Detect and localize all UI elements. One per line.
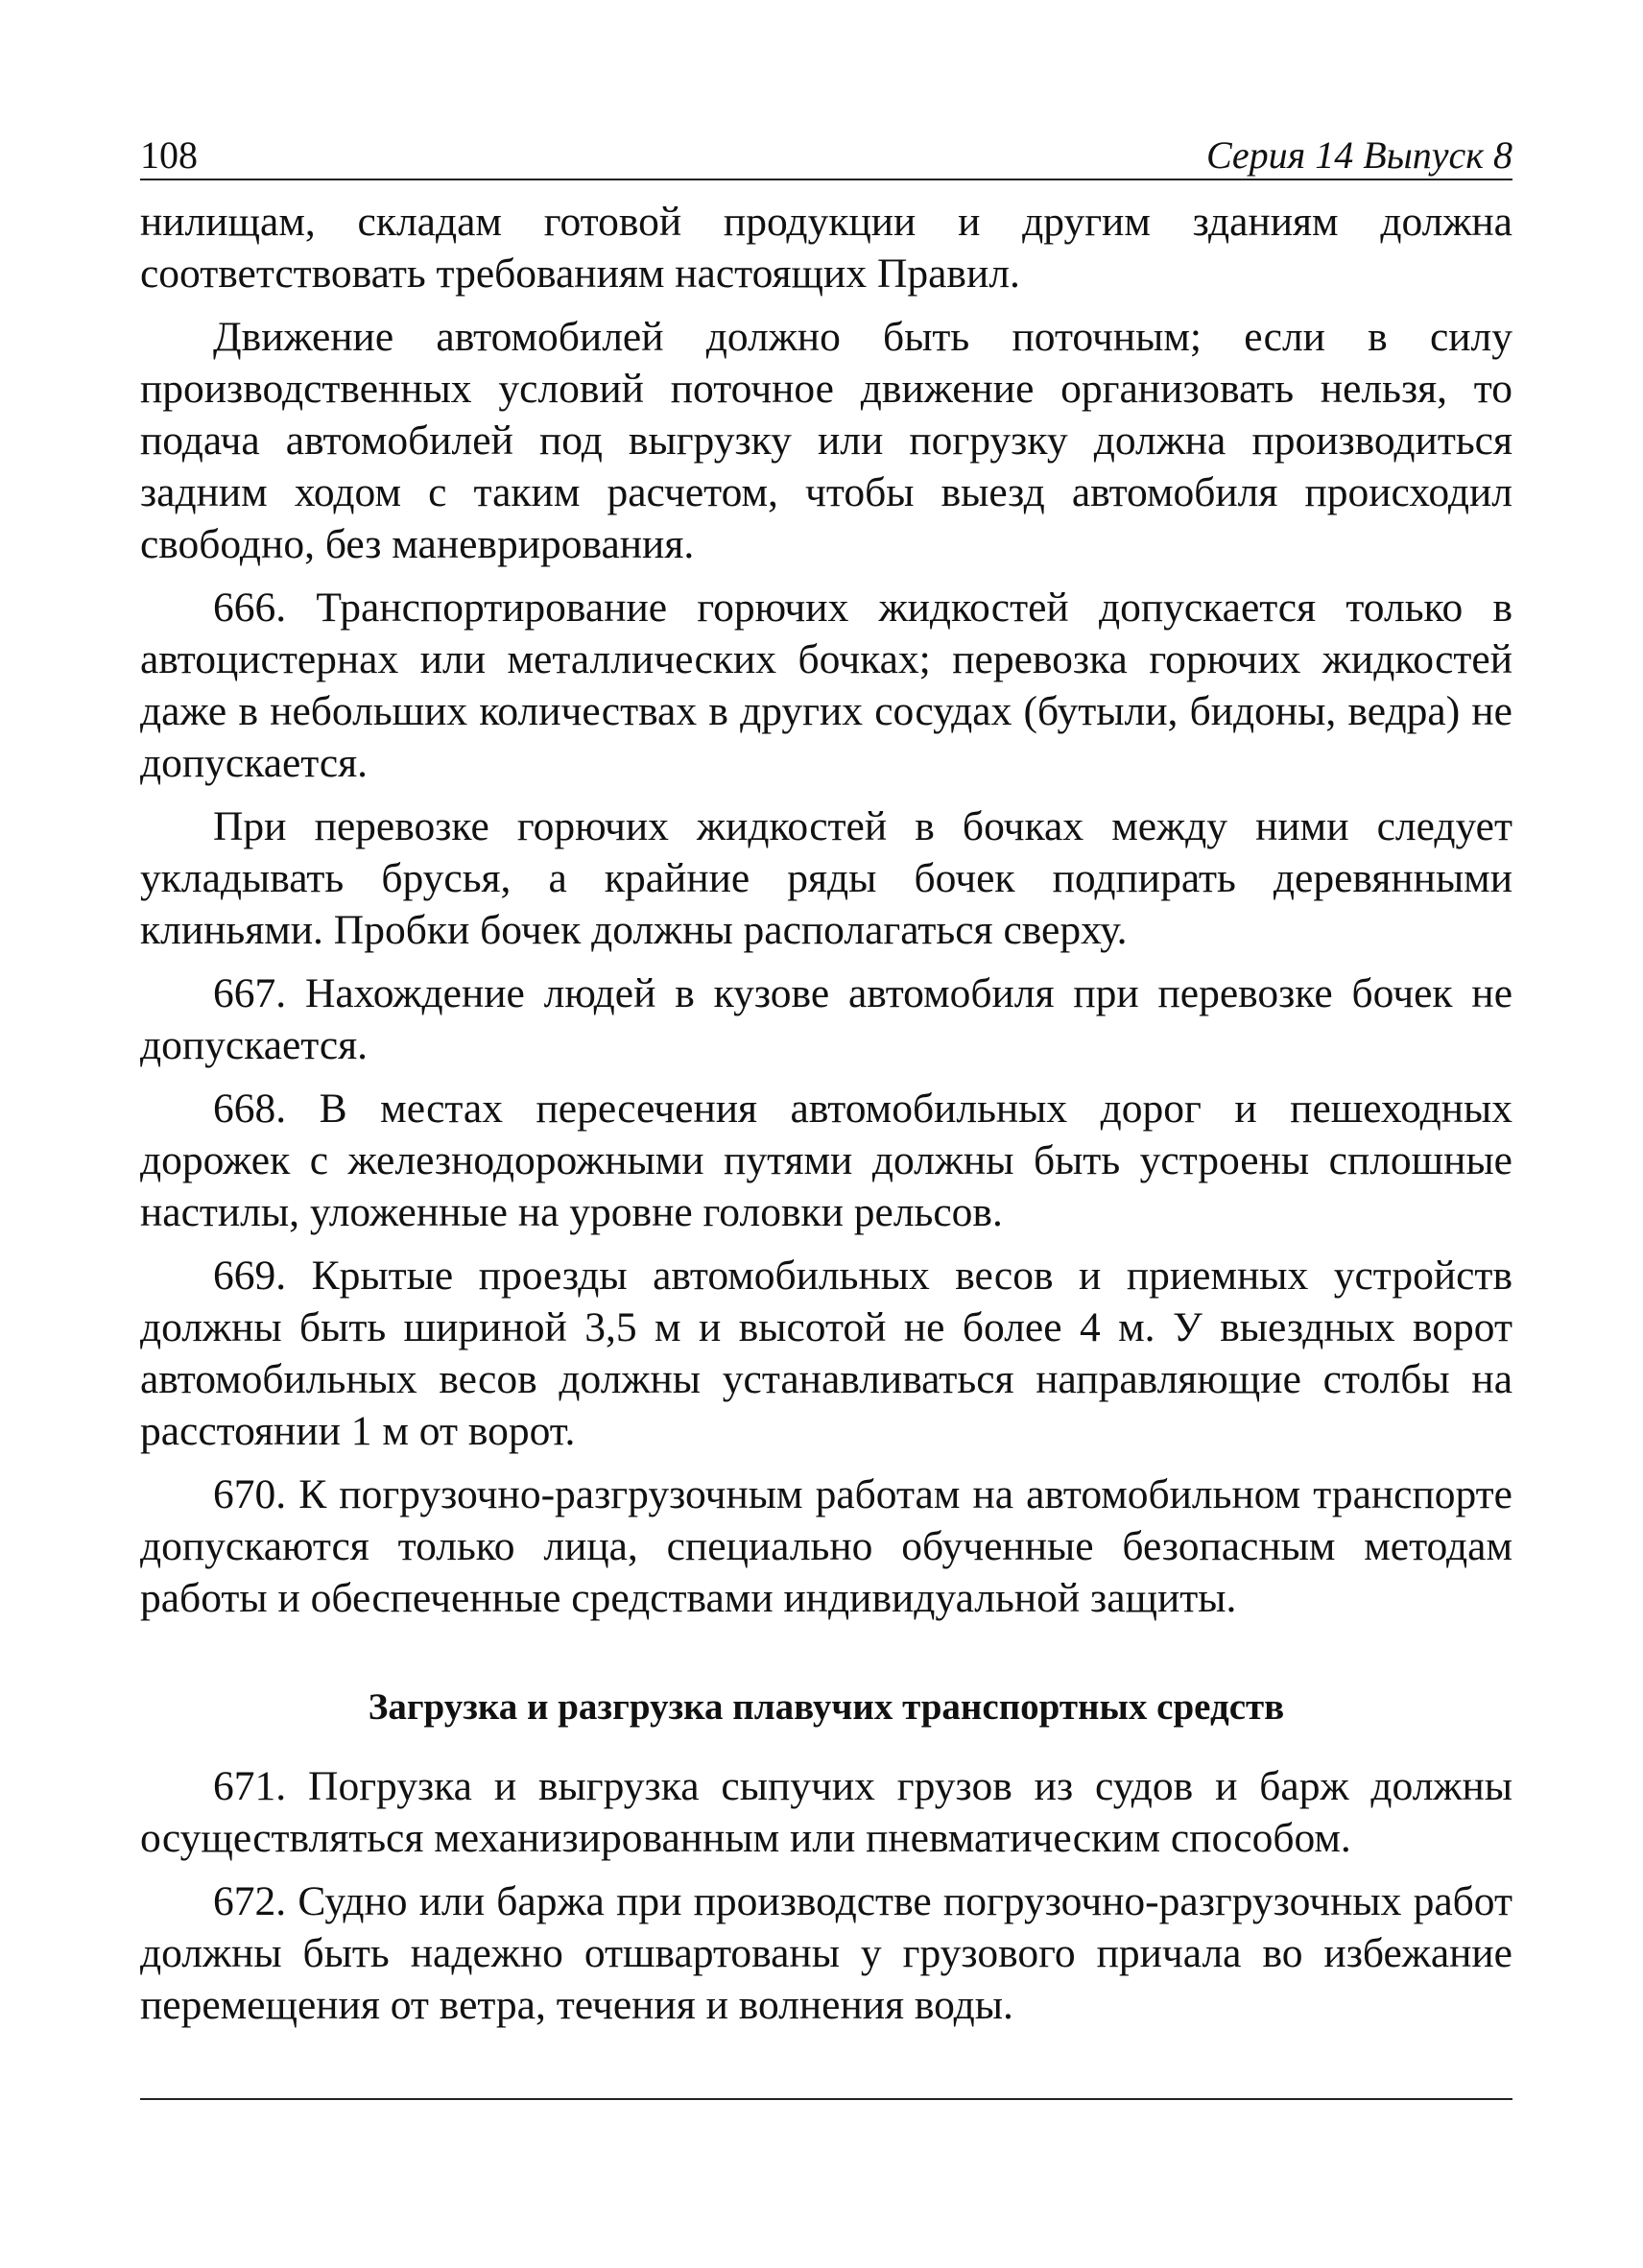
paragraph-669: 669. Крытые проезды автомобильных весов и приемных устройств должны быть шириной 3,5 м и высотой не более 4 м. У выездных ворот автомобильных весов должны устанавливаться направляющие столбы на расстоянии 1 м от ворот. bbox=[140, 1253, 1512, 1454]
paragraph-667: 667. Нахождение людей в кузове автомобиля при перевозке бочек не допускается. bbox=[140, 970, 1512, 1068]
running-header bbox=[140, 123, 1512, 180]
series-title: Серия 14 Выпуск 8 bbox=[1205, 133, 1512, 177]
page-number: 108 bbox=[140, 133, 198, 177]
paragraph-continued: нилищам, складам готовой продукции и другим зданиям должна соответствовать требованиям настоящих Правил. bbox=[140, 199, 1512, 297]
paragraph-666: 666. Транспортирование горючих жидкостей допускается только в автоцистернах или металлических бочках; перевозка горючих жидкостей даже в небольших количествах в других сосудах (бутыли, бидоны, ведра) не допускается. bbox=[140, 585, 1512, 786]
paragraph-671: 671. Погрузка и выгрузка сыпучих грузов из судов и барж должны осуществляться механизированным или пневматическим способом. bbox=[140, 1763, 1512, 1861]
body-text bbox=[140, 196, 1512, 2031]
paragraph-barrels: При перевозке горючих жидкостей в бочках между ними следует укладывать брусья, а крайние ряды бочек подпирать деревянными клиньями. Пробки бочек должны располагаться сверху. bbox=[140, 803, 1512, 953]
paragraph-672: 672. Судно или баржа при производстве погрузочно-разгрузочных работ должны быть надежно отшвартованы у грузового причала во избежание перемещения от ветра, течения и волнения воды. bbox=[140, 1878, 1512, 2028]
section-heading: Загрузка и разгрузка плавучих транспортных средств bbox=[368, 1686, 1285, 1728]
paragraph-traffic: Движение автомобилей должно быть поточным; если в силу производственных условий поточное движение организовать нельзя, то подача автомобилей под выгрузку или погрузку должна производиться задним ходом с таким расчетом, чтобы выезд автомобиля происходил свободно, без маневрирования. bbox=[140, 314, 1512, 567]
document-page bbox=[140, 123, 1512, 2042]
paragraph-670: 670. К погрузочно-разгрузочным работам на автомобильном транспорте допускаются только лица, специально обученные безопасным методам работы и обеспеченные средствами индивидуальной защиты. bbox=[140, 1471, 1512, 1621]
footer-rule bbox=[140, 2098, 1512, 2100]
paragraph-668: 668. В местах пересечения автомобильных дорог и пешеходных дорожек с железнодорожными путями должны быть устроены сплошные настилы, уложенные на уровне головки рельсов. bbox=[140, 1086, 1512, 1235]
